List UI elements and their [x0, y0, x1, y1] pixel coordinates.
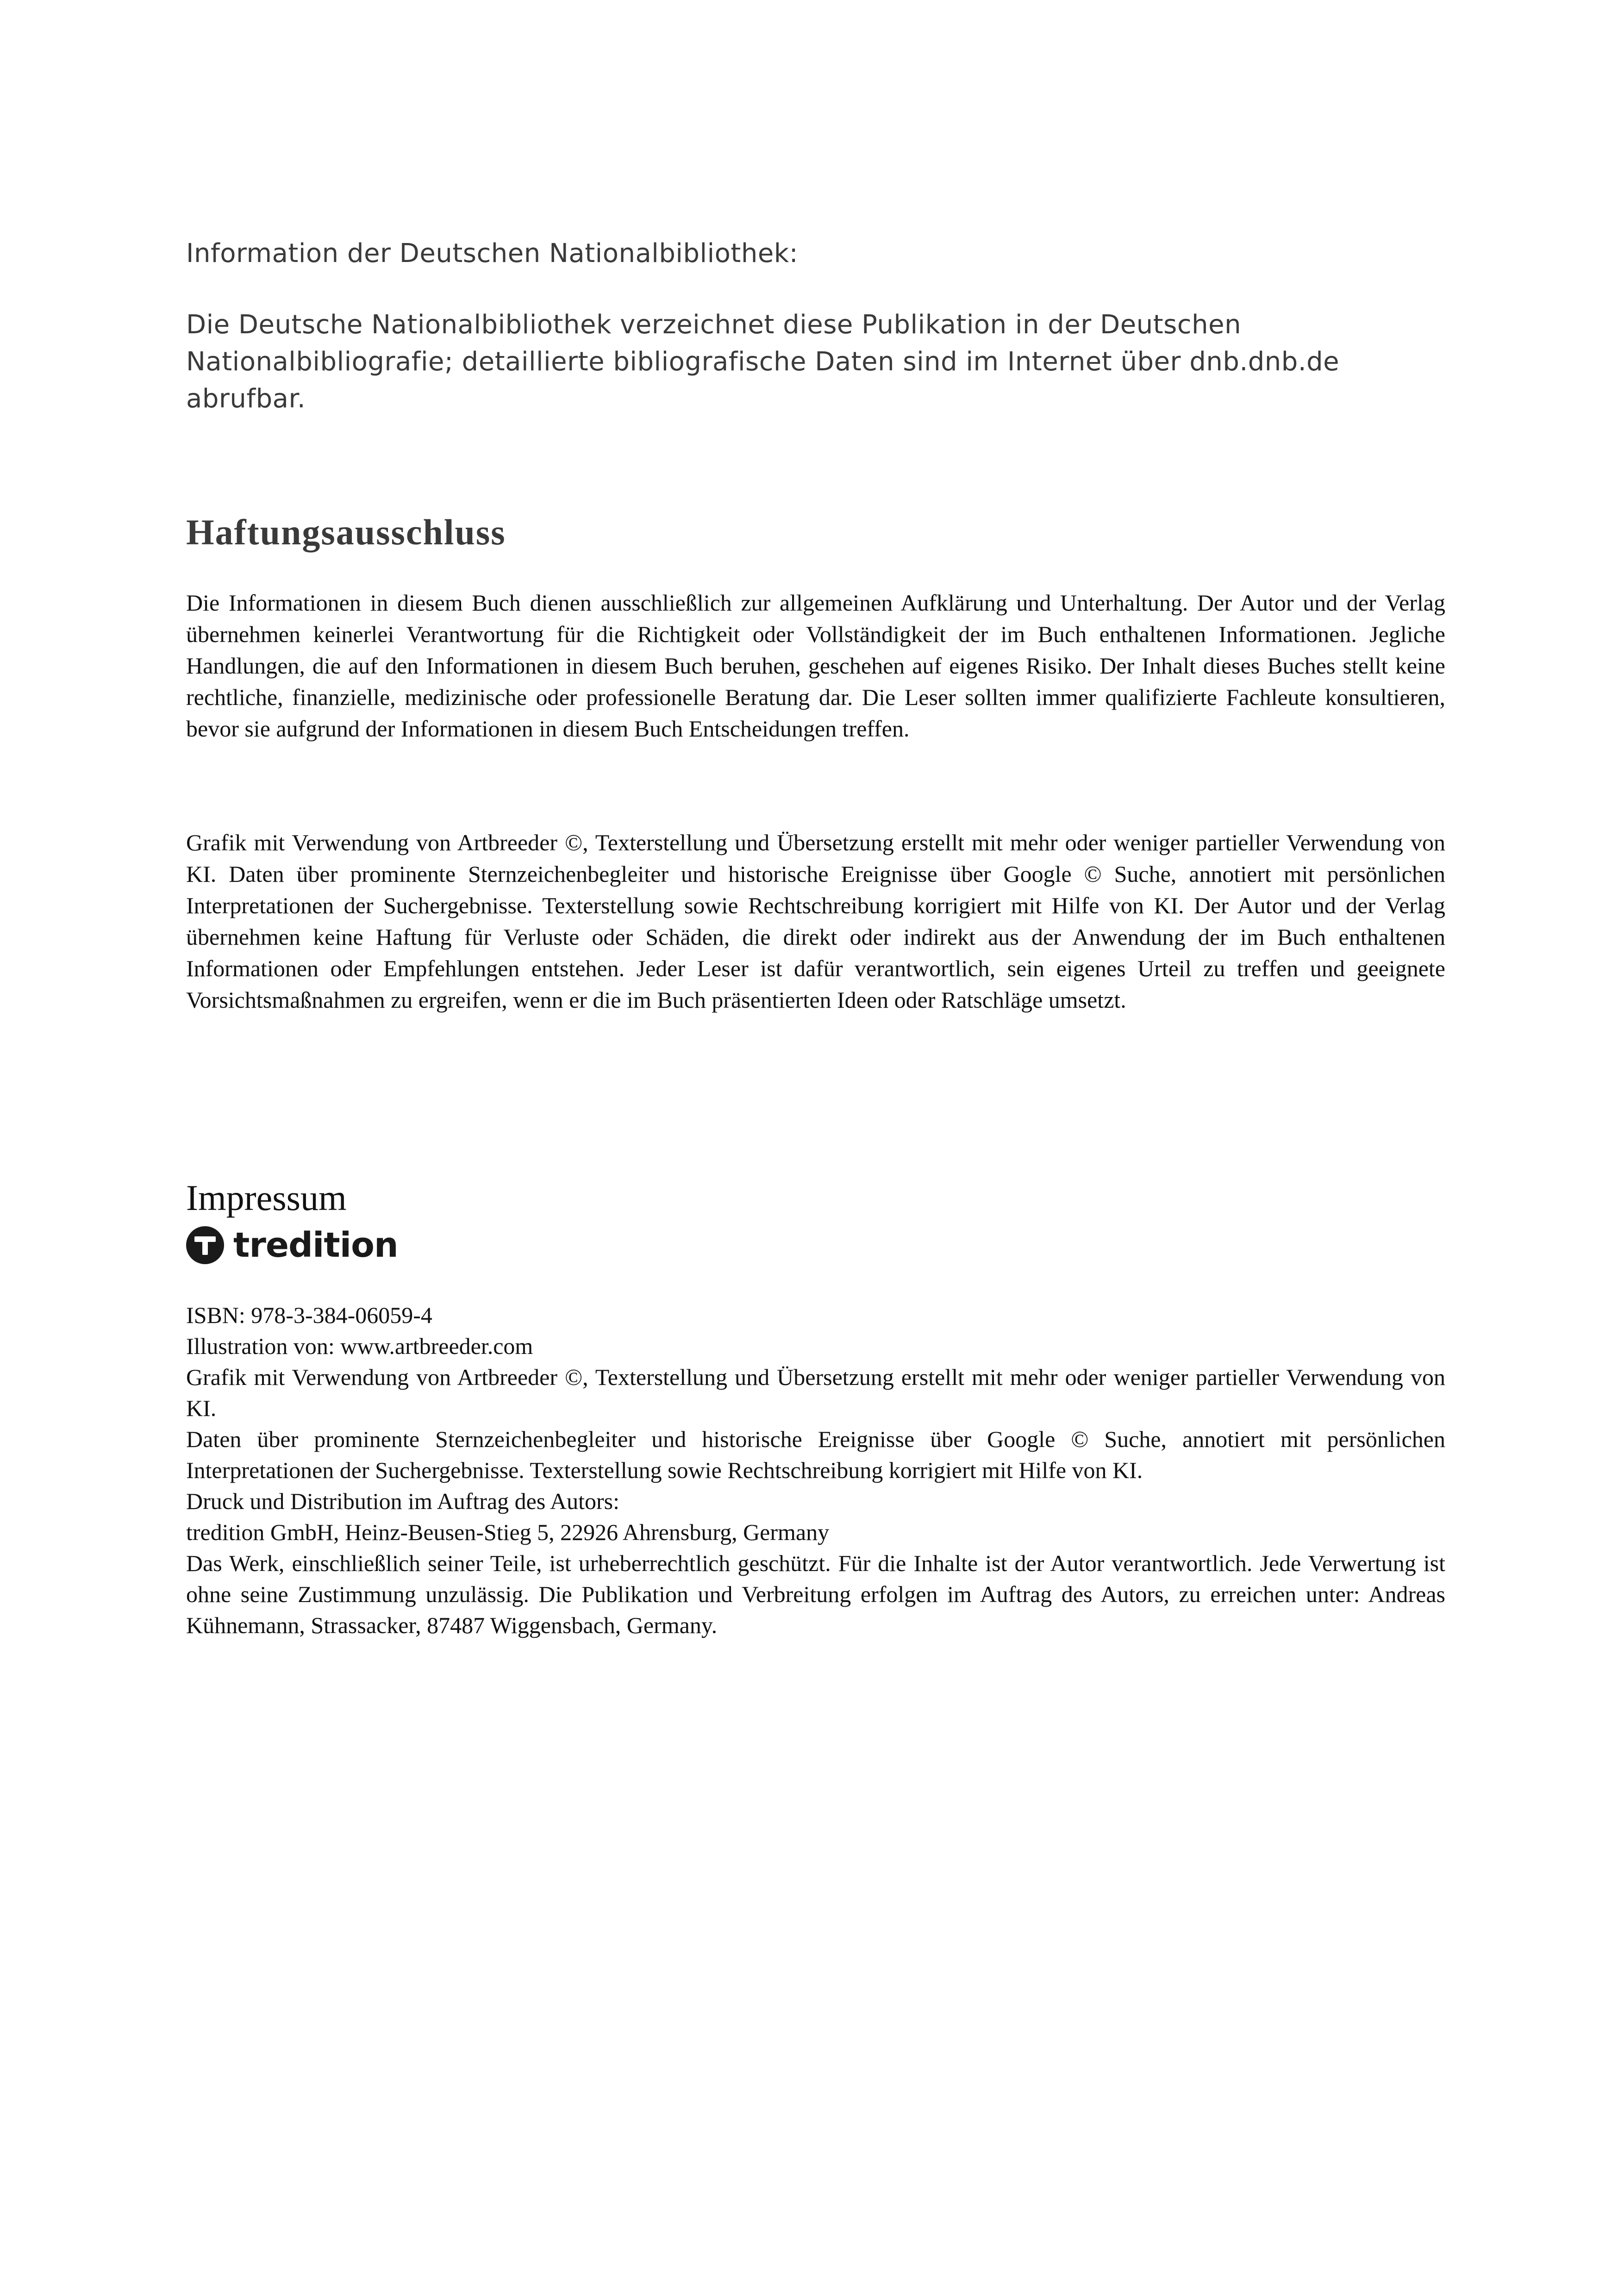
- publisher-address-line: tredition GmbH, Heinz-Beusen-Stieg 5, 22926 Ahrensburg, Germany: [186, 1519, 830, 1545]
- illustration-line: Illustration von: www.artbreeder.com: [186, 1333, 533, 1359]
- tredition-logo-icon: [186, 1226, 224, 1264]
- disclaimer-heading: Haftungsausschluss: [186, 512, 506, 552]
- distribution-line: Druck und Distribution im Auftrag des Autors:: [186, 1488, 620, 1514]
- ai-usage-paragraph: Grafik mit Verwendung von Artbreeder ©, Texterstellung und Übersetzung erstellt mit mehr oder weniger partieller Verwendung von KI. Daten über prominente Sternzeichenbegleiter und historische Ereignisse über Google © Suche, annotiert mit persönlichen Interpretationen der Suchergebnisse. Texterstellung sowie Rechtschreibung korrigiert mit Hilfe von KI. Der Autor und der Verlag übernehmen keine Haftung für Verluste oder Schäden, die direkt oder indirekt aus der Anwendung der im Buch enthaltenen Informationen oder Empfehlungen entstehen. Jeder Leser ist dafür verantwortlich, sein eigenes Urteil zu treffen und geeignete Vorsichtsmaßnahmen zu ergreifen, wenn er die im Buch präsentierten Ideen oder Ratschläge umsetzt.: [186, 829, 1445, 1013]
- dnb-heading: Information der Deutschen Nationalbibliothek:: [186, 238, 799, 268]
- copyright-line: Das Werk, einschließlich seiner Teile, ist urheberrechtlich geschützt. Für die Inhalte ist der Autor verantwortlich. Jede Verwertung ist ohne seine Zustimmung unzulässig. Die Publikation und Verbreitung erfolgen im Auftrag des Autors, zu erreichen unter: Andreas Kühnemann, Strassacker, 87487 Wiggensbach, Germany.: [186, 1550, 1445, 1638]
- impressum-details: [186, 1300, 1445, 1641]
- graphics-line: Grafik mit Verwendung von Artbreeder ©, Texterstellung und Übersetzung erstellt mit mehr oder weniger partieller Verwendung von KI.: [186, 1364, 1445, 1421]
- isbn-line: ISBN: 978-3-384-06059-4: [186, 1302, 432, 1328]
- data-source-line: Daten über prominente Sternzeichenbegleiter und historische Ereignisse über Google © Suche, annotiert mit persönlichen Interpretationen der Suchergebnisse. Texterstellung sowie Rechtschreibung korrigiert mit Hilfe von KI.: [186, 1426, 1445, 1483]
- dnb-notice-text: Die Deutsche Nationalbibliothek verzeichnet diese Publikation in der Deutschen Nationalbibliografie; detaillierte bibliografische Daten sind im Internet über dnb.dnb.de abrufbar.: [186, 310, 1340, 414]
- disclaimer-paragraph: Die Informationen in diesem Buch dienen ausschließlich zur allgemeinen Aufklärung und Unterhaltung. Der Autor und der Verlag übernehmen keinerlei Verantwortung für die Richtigkeit oder Vollständigkeit der im Buch enthaltenen Informationen. Jegliche Handlungen, die auf den Informationen in diesem Buch beruhen, geschehen auf eigenes Risiko. Der Inhalt dieses Buches stellt keine rechtliche, finanzielle, medizinische oder professionelle Beratung dar. Die Leser sollten immer qualifizierte Fachleute konsultieren, bevor sie aufgrund der Informationen in diesem Buch Entscheidungen treffen.: [186, 590, 1445, 742]
- publisher-logo-text: tredition: [233, 1225, 398, 1265]
- impressum-heading: Impressum: [186, 1178, 347, 1218]
- publisher-logo: [186, 1222, 398, 1268]
